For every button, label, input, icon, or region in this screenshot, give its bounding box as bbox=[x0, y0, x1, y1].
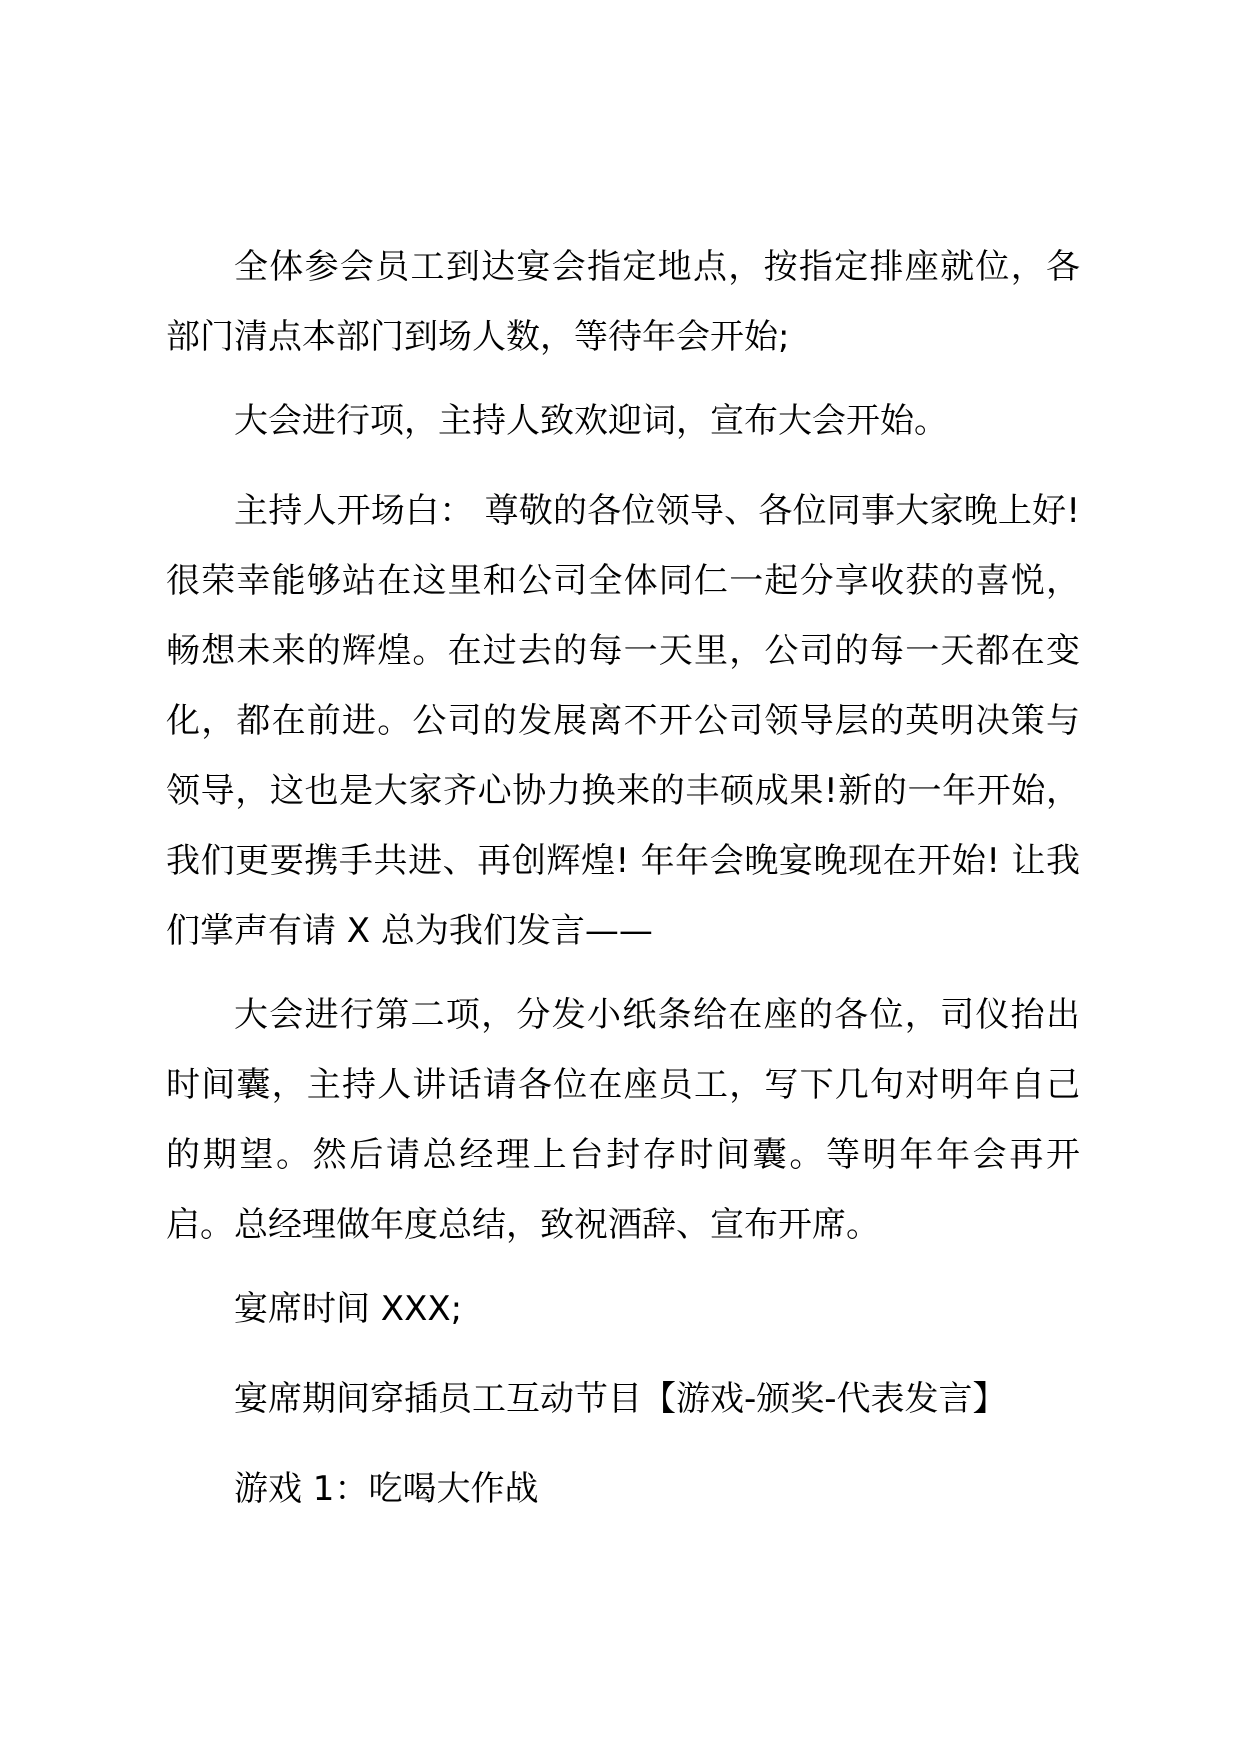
paragraph-game-one: 游戏 1：吃喝大作战 bbox=[234, 1469, 539, 1509]
paragraph-host-speech: 主持人开场白： 尊敬的各位领导、各位同事大家晚上好!很荣幸能够站在这里和公司全体同仁一起分享收获的喜悦，畅想未来的辉煌。在过去的每一天里，公司的每一天都在变化，都在前进。公司的发展离不开公司领导层的英明决策与领导，这也是大家齐心协力换来的丰硕成果!新的一年开始，我们更要携手共进、再创辉煌! 年年会晚宴晚现在开始! 让我们掌声有请 X 总为我们发言—— bbox=[166, 491, 1080, 951]
paragraph-arrival: 全体参会员工到达宴会指定地点，按指定排座就位，各部门清点本部门到场人数，等待年会开始; bbox=[166, 247, 1080, 357]
paragraph-interactive-program: 宴席期间穿插员工互动节目【游戏-颁奖-代表发言】 bbox=[234, 1379, 1007, 1419]
paragraph-opening-item: 大会进行项，主持人致欢迎词，宣布大会开始。 bbox=[234, 401, 948, 441]
document-body bbox=[166, 232, 1080, 1544]
paragraph-second-item: 大会进行第二项，分发小纸条给在座的各位，司仪抬出时间囊，主持人讲话请各位在座员工，写下几句对明年自己的期望。然后请总经理上台封存时间囊。等明年年会再开启。总经理做年度总结，致祝酒辞、宣布开席。 bbox=[166, 995, 1080, 1245]
paragraph-banquet-time: 宴席时间 XXX; bbox=[234, 1289, 463, 1329]
